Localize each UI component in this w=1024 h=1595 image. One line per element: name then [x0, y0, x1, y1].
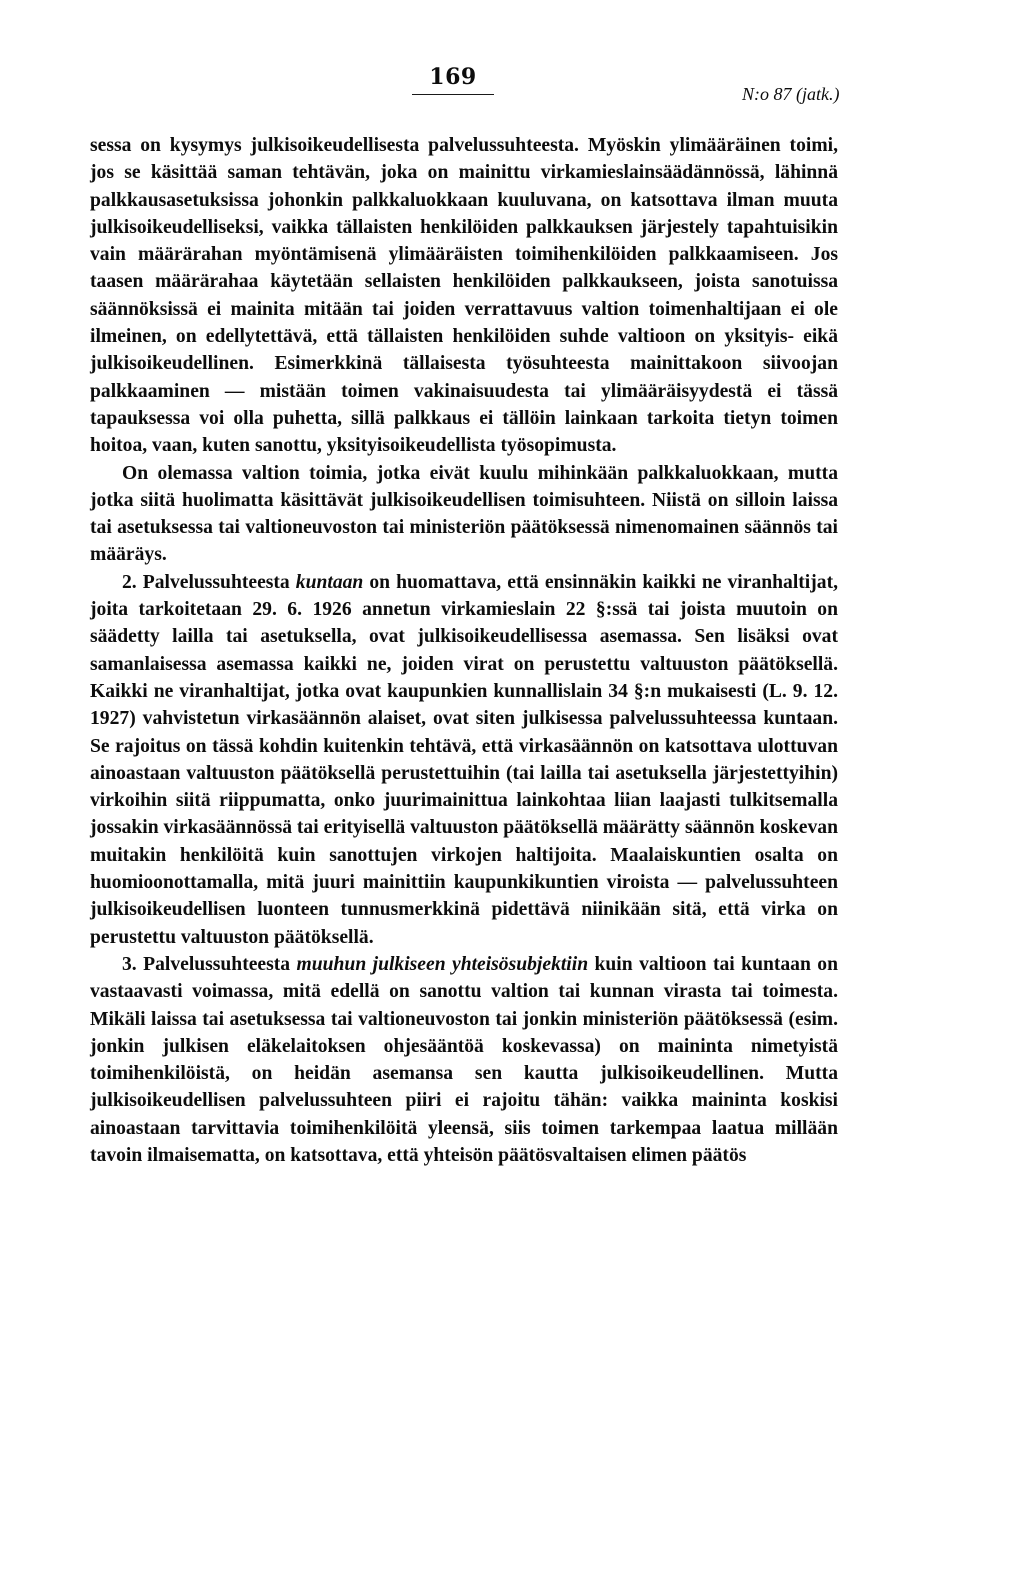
paragraph-4-text-b: kuin valtioon tai kuntaan on vastaavasti voimassa, mitä edellä on sanottu valtion tai kunnan virasta tai toimesta. Mikäli laissa tai asetuksessa tai valtioneuvoston tai jonkin ministeriön päätöksessä (esim. jonkin julkisen eläkelaitoksen ohjesääntöä koskevassa) on maininta nimetyistä toimihenkilöistä, on heidän asemansa sen kautta julkisoikeudellinen. Mutta julkisoikeudellisen palvelussuhteen piiri ei rajoitu tähän: vaikka maininta koskisi ainoastaan tarvittavia toimihenkilöitä yleensä, siis toimen tarkempaa laatua millään tavoin ilmaisematta, on katsottava, että yhteisön päätösvaltaisen elimen päätös — [90, 953, 838, 1166]
running-head: N:o 87 (jatk.) — [742, 84, 840, 104]
page-number: 169 — [412, 64, 494, 95]
paragraph-3-italic-term: kuntaan — [295, 571, 364, 593]
paragraph-4 — [90, 951, 838, 1169]
paragraph-3 — [90, 569, 838, 951]
body-text — [90, 132, 838, 1169]
paragraph-4-text-a: 3. Palvelussuhteesta — [122, 953, 297, 975]
paragraph-2-text: On olemassa valtion toimia, jotka eivät kuulu mihinkään palkkaluokkaan, mutta jotka siitä huolimatta käsittävät julkisoikeudellisen toimisuhteen. Niistä on silloin laissa tai asetuksessa tai valtioneuvoston tai ministeriön päätöksessä nimenomainen säännös tai määräys. — [90, 462, 838, 566]
paragraph-2 — [90, 460, 838, 569]
paragraph-1 — [90, 132, 838, 460]
paragraph-4-italic-term: muuhun julkiseen yhteisösubjektiin — [296, 953, 589, 975]
paragraph-1-text: sessa on kysymys julkisoikeudellisesta palvelussuhteesta. Myöskin ylimääräinen toimi, jos se käsittää saman tehtävän, joka on mainittu virkamieslainsäädännössä, lähinnä palkkausasetuksissa johonkin palkkaluokkaan kuuluvana, on katsottava ilman muuta julkisoikeudelliseksi, vaikka tällaisten henkilöiden palkkauksen järjestely tapahtuisikin vain määrärahan myöntämisenä ylimääräisten toimihenkilöiden palkkaamiseen. Jos taasen määrärahaa käytetään sellaisten henkilöiden palkkaukseen, joista sanotuissa säännöksissä ei mainita mitään tai joiden verrattavuus valtion toimenhaltijaan ei ole ilmeinen, on edellytettävä, että tällaisten henkilöiden suhde valtioon on yksityis- eikä julkisoikeudellinen. Esimerkkinä tällaisesta työsuhteesta mainittakoon siivoojan palkkaaminen — mistään toimen vakinaisuudesta tai ylimääräisyydestä ei tässä tapauksessa voi olla puhetta, sillä palkkaus ei tällöin lainkaan tarkoita tietyn toimen hoitoa, vaan, kuten sanottu, yksityisoikeudellista työsopimusta. — [90, 135, 838, 457]
paragraph-3-text-b: on huomattava, että ensinnäkin kaikki ne viranhaltijat, joita tarkoitetaan 29. 6. 1926 annetun virkamieslain 22 §:ssä tai joista muutoin on säädetty lailla tai asetuksella, ovat julkisoikeudellisessa asemassa. Sen lisäksi ovat samanlaisessa asemassa kaikki ne, joiden virat on perustettu valtuuston päätöksellä. Kaikki ne viranhaltijat, jotka ovat kaupunkien kunnallislain 34 §:n mukaisesti (L. 9. 12. 1927) vahvistetun virkasäännön alaiset, ovat siten julkisessa palvelussuhteessa kuntaan. Se rajoitus on tässä kohdin kuitenkin tehtävä, että virkasäännön on katsottava ulottuvan ainoastaan valtuuston päätöksellä perustettuihin (tai lailla tai asetuksella järjestettyihin) virkoihin siitä riippumatta, onko juurimainittua lainkohtaa liian laajasti tulkitsemalla jossakin virkasäännössä tai erityisellä valtuuston päätöksellä määrätty säännön koskevan muitakin henkilöitä kuin sanottujen virkojen haltijoita. Maalaiskuntien osalta on huomioonottamalla, mitä juuri mainittiin kaupunkikuntien viroista — palvelussuhteen julkisoikeudellisen luonteen tunnusmerkkinä pidettävä niinikään sitä, että virka on perustettu valtuuston päätöksellä. — [90, 571, 838, 948]
paragraph-3-text-a: 2. Palvelussuhteesta — [122, 571, 296, 593]
